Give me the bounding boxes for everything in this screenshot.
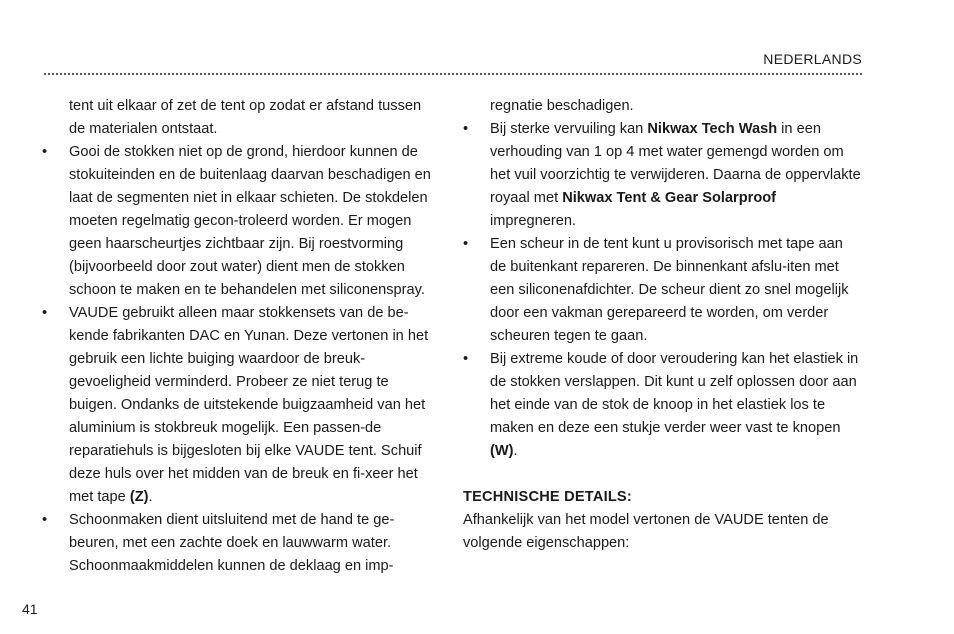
- left-intro-text: tent uit elkaar of zet de tent op zodat er afstand tussen de materialen ontstaat.: [69, 98, 422, 137]
- right-intro-text: regnatie beschadigen.: [490, 98, 634, 114]
- left-bullet-list: [42, 141, 438, 578]
- bold-text: (Z): [129, 489, 149, 505]
- list-item: [42, 141, 438, 302]
- section-body-text: Afhankelijk van het model vertonen de VAUDE tenten de volgende eigenschappen:: [463, 512, 829, 551]
- page-number: 41: [22, 601, 38, 617]
- list-item: [42, 302, 438, 509]
- dotted-divider: [44, 73, 862, 75]
- bullet-icon: •: [463, 351, 469, 367]
- list-item: [463, 348, 863, 463]
- list-item-text: Bij sterke vervuiling kan: [490, 121, 648, 137]
- list-item-text: VAUDE gebruikt alleen maar stokkensets van de be-kende fabrikanten DAC en Yunan. Deze vertonen in het gebruik een lichte buiging waardoor de breuk-gevoeligheid verminderd. Probeer ze niet terug te buigen. Ondanks de uitstekende buigzaamheid van het aluminium is stokbreuk mogelijk. Een passen-de reparatiehuls is bijgesloten bij elke VAUDE tent. Schuif deze huls over het midden van de breuk en fi-xeer het met tape: [69, 305, 429, 505]
- list-item: [463, 118, 863, 233]
- list-item-text: .: [513, 443, 518, 459]
- list-item-text: .: [148, 489, 153, 505]
- right-bullet-list: [463, 118, 863, 463]
- bold-text: Nikwax Tent & Gear Solarproof: [562, 190, 777, 206]
- section-heading: TECHNISCHE DETAILS:: [463, 489, 632, 505]
- left-column: [42, 95, 438, 578]
- language-label: NEDERLANDS: [763, 51, 862, 67]
- list-item-text: impregneren.: [490, 213, 576, 229]
- bullet-icon: •: [42, 144, 48, 160]
- list-item: [42, 509, 438, 578]
- bullet-icon: •: [42, 512, 48, 528]
- list-item-text: Gooi de stokken niet op de grond, hierdoor kunnen de stokuiteinden en de buitenlaag daarvan beschadigen en laat de segmenten niet in elkaar schieten. De stokdelen moeten regelmatig gecon-troleerd worden. Er mogen geen haarscheurtjes zichtbaar zijn. Bij roestvorming (bijvoorbeeld door zout water) dient men de stokken schoon te maken en te behandelen met siliconenspray.: [69, 144, 431, 298]
- right-column: [463, 95, 863, 555]
- list-item-text: Bij extreme koude of door veroudering kan het elastiek in de stokken verslappen. Dit kunt u zelf oplossen door aan het einde van de stok de knoop in het elastiek los te maken en deze een stukje verder weer vast te knopen: [490, 351, 859, 436]
- bullet-icon: •: [463, 236, 469, 252]
- bullet-icon: •: [463, 121, 469, 137]
- list-item-text: in een verhouding van 1 op 4 met water gemengd worden om het vuil voorzichtig te verwijderen. Daarna de oppervlakte royaal met: [490, 121, 861, 206]
- list-item-text: Een scheur in de tent kunt u provisorisch met tape aan de buitenkant repareren. De binnenkant afslu-iten met een siliconenafdichter. De scheur dient zo snel mogelijk door een vakman gerepareerd te worden, om verder scheuren tegen te gaan.: [490, 236, 849, 344]
- bold-text: Nikwax Tech Wash: [647, 121, 778, 137]
- bold-text: (W): [490, 443, 514, 459]
- list-item: [463, 233, 863, 348]
- bullet-icon: •: [42, 305, 48, 321]
- list-item-text: Schoonmaken dient uitsluitend met de hand te ge-beuren, met een zachte doek en lauwwarm water. Schoonmaakmiddelen kunnen de deklaag en imp-: [69, 512, 395, 574]
